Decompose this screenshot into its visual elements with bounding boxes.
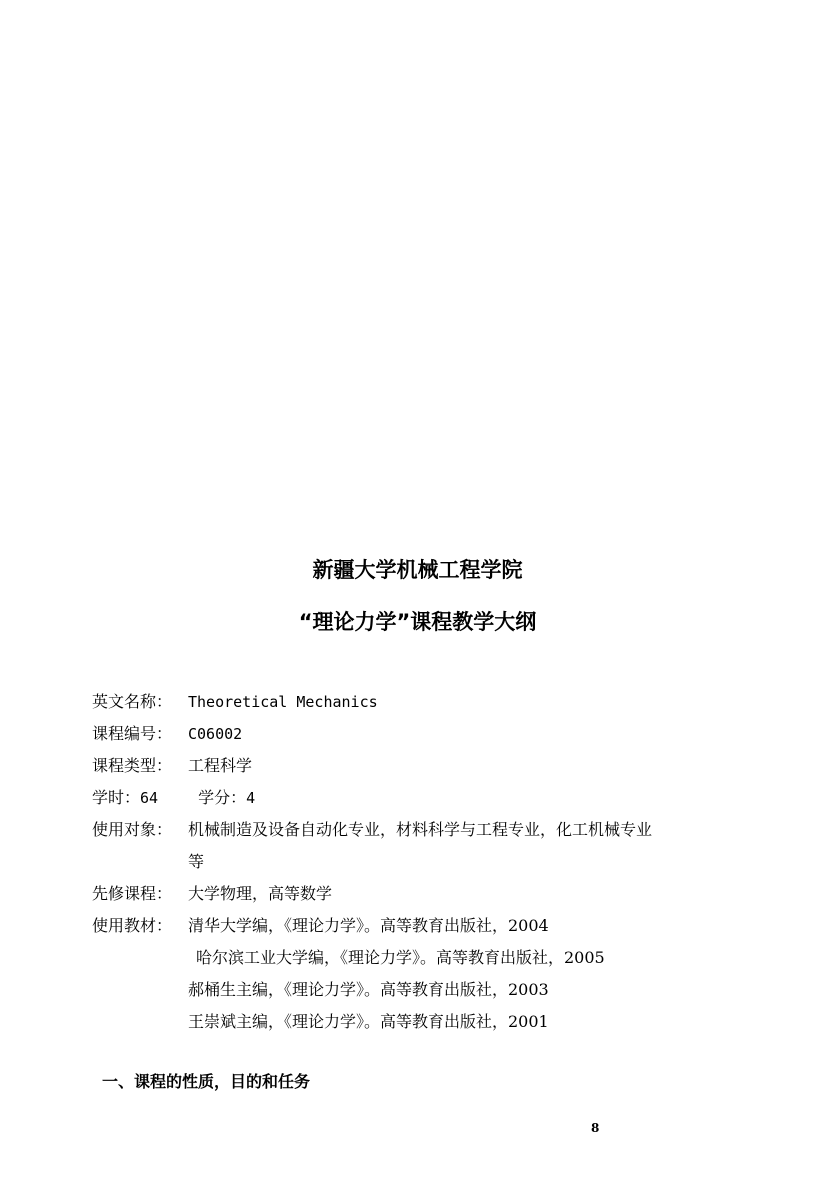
section-heading: 一、课程的性质，目的和任务 xyxy=(102,1072,311,1091)
textbook-item: 哈尔滨工业大学编，《理论力学》。高等教育出版社，2005 xyxy=(196,948,605,967)
prerequisites-row xyxy=(92,878,772,910)
audience-value-line1: 机械制造及设备自动化专业，材料科学与工程专业，化工机械专业 xyxy=(188,820,653,839)
textbook-item: 郝桶生主编，《理论力学》。高等教育出版社，2003 xyxy=(188,980,549,999)
course-code-label: 课程编号： xyxy=(92,724,173,743)
textbooks-label: 使用教材： xyxy=(92,916,173,935)
course-info xyxy=(92,686,772,1038)
credits-value: 4 xyxy=(246,789,256,807)
english-name-label: 英文名称： xyxy=(92,692,173,711)
prerequisites-value: 大学物理，高等数学 xyxy=(188,884,333,903)
page-number: 8 xyxy=(591,1121,600,1135)
english-name-row xyxy=(92,686,772,718)
audience-value-line2: 等 xyxy=(188,852,205,871)
course-type-row xyxy=(92,750,772,782)
textbooks-row xyxy=(92,910,772,942)
audience-row xyxy=(92,814,772,846)
institution-title: 新疆大学机械工程学院 xyxy=(312,558,523,582)
textbook-row xyxy=(92,942,772,974)
credits-label: 学分： xyxy=(198,788,247,807)
hours-label: 学时： xyxy=(92,788,141,807)
english-name-value: Theoretical Mechanics xyxy=(188,693,378,711)
audience-continuation-row xyxy=(92,846,772,878)
syllabus-title: “理论力学”课程教学大纲 xyxy=(298,610,537,634)
hours-credits-row xyxy=(92,782,772,814)
spacer xyxy=(158,782,198,814)
textbook-row xyxy=(92,1006,772,1038)
textbook-row xyxy=(92,974,772,1006)
course-type-label: 课程类型： xyxy=(92,756,173,775)
prerequisites-label: 先修课程： xyxy=(92,884,173,903)
audience-label: 使用对象： xyxy=(92,820,173,839)
textbook-item: 王崇斌主编，《理论力学》。高等教育出版社，2001 xyxy=(188,1012,549,1031)
course-code-row xyxy=(92,718,772,750)
course-code-value: C06002 xyxy=(188,725,243,743)
textbook-item: 清华大学编，《理论力学》。高等教育出版社，2004 xyxy=(188,916,549,935)
course-type-value: 工程科学 xyxy=(188,756,253,775)
hours-value: 64 xyxy=(140,789,159,807)
